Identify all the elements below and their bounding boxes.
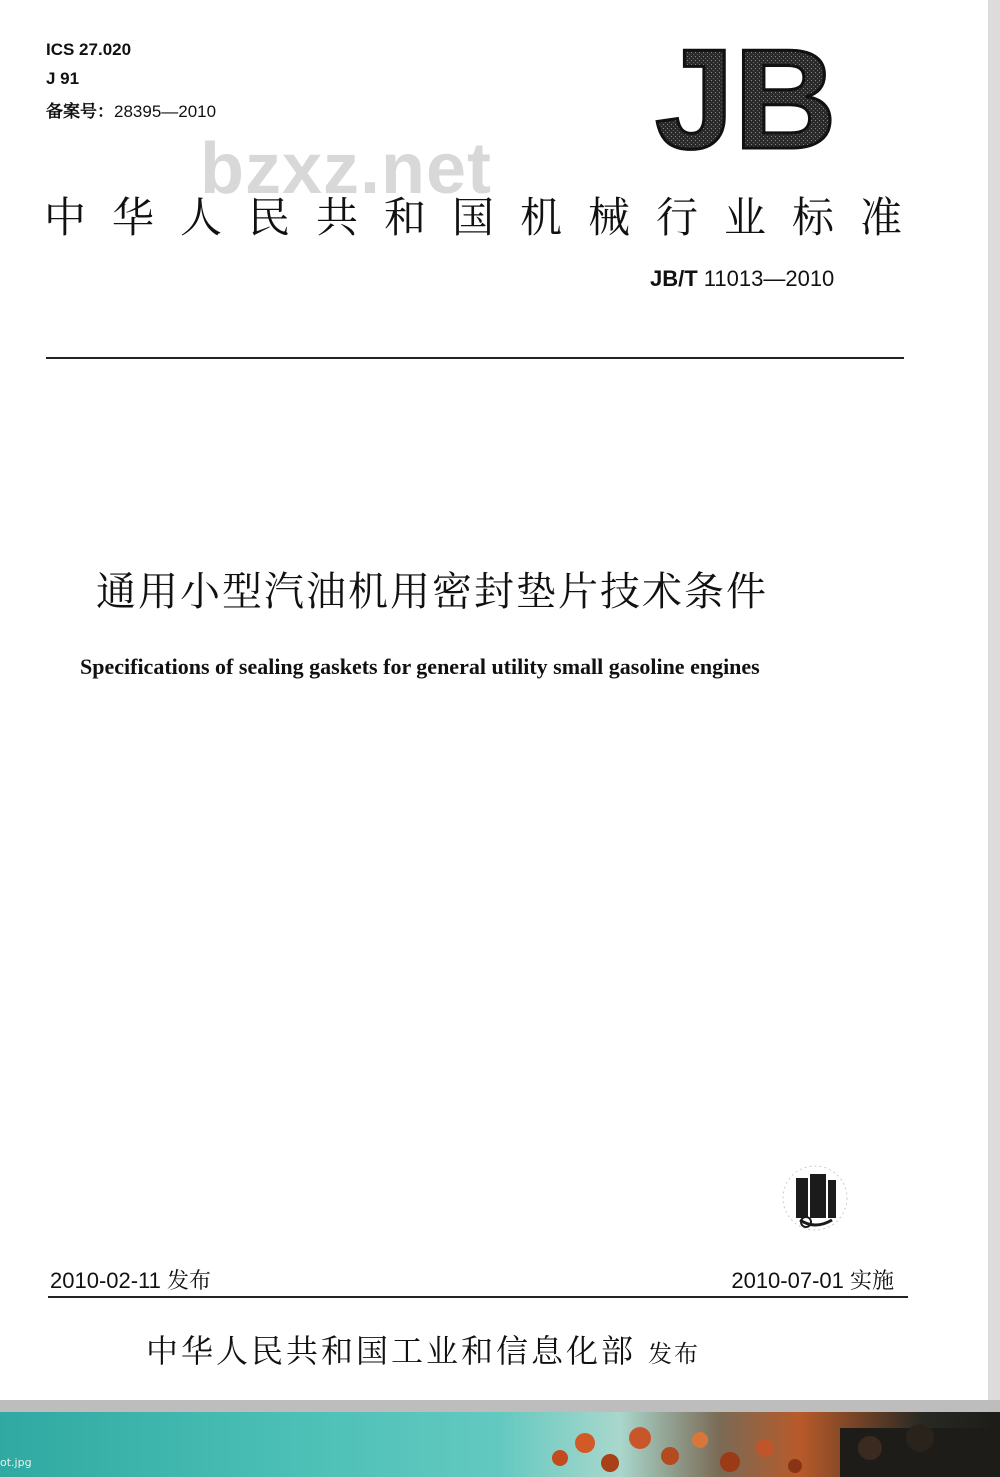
ics-code: ICS 27.020 — [46, 40, 132, 59]
svg-text:JB: JB — [655, 40, 837, 155]
header-divider — [46, 357, 904, 359]
classification-code: J 91 — [46, 69, 80, 88]
file-label: ot.jpg — [0, 1456, 32, 1469]
watermark: bzxz.net — [200, 129, 493, 209]
organization-title: 中华人民共和国机械行业标准 — [44, 193, 929, 242]
footer-divider — [48, 1296, 908, 1298]
publisher-suffix: 发布 — [648, 1340, 701, 1368]
publisher-emblem — [770, 1160, 860, 1235]
record-number: 备案号：28395—2010 — [46, 102, 217, 121]
effective-date: 2010-07-01 实施 — [731, 1268, 894, 1293]
publish-date: 2010-02-11 发布 — [50, 1268, 212, 1293]
publisher-line — [146, 1326, 700, 1372]
standard-number: JB/T 11013—2010 — [650, 266, 835, 291]
jb-logo — [655, 40, 855, 155]
autumn-tree-photo — [540, 1418, 1000, 1477]
english-title: Specifications of sealing gaskets for general utility small gasoline engines — [80, 654, 760, 679]
viewer-edge — [988, 0, 1000, 1400]
chinese-title: 通用小型汽油机用密封垫片技术条件 — [96, 569, 768, 615]
viewer-separator — [0, 1400, 1000, 1412]
publisher-name: 中华人民共和国工业和信息化部 — [146, 1332, 637, 1370]
